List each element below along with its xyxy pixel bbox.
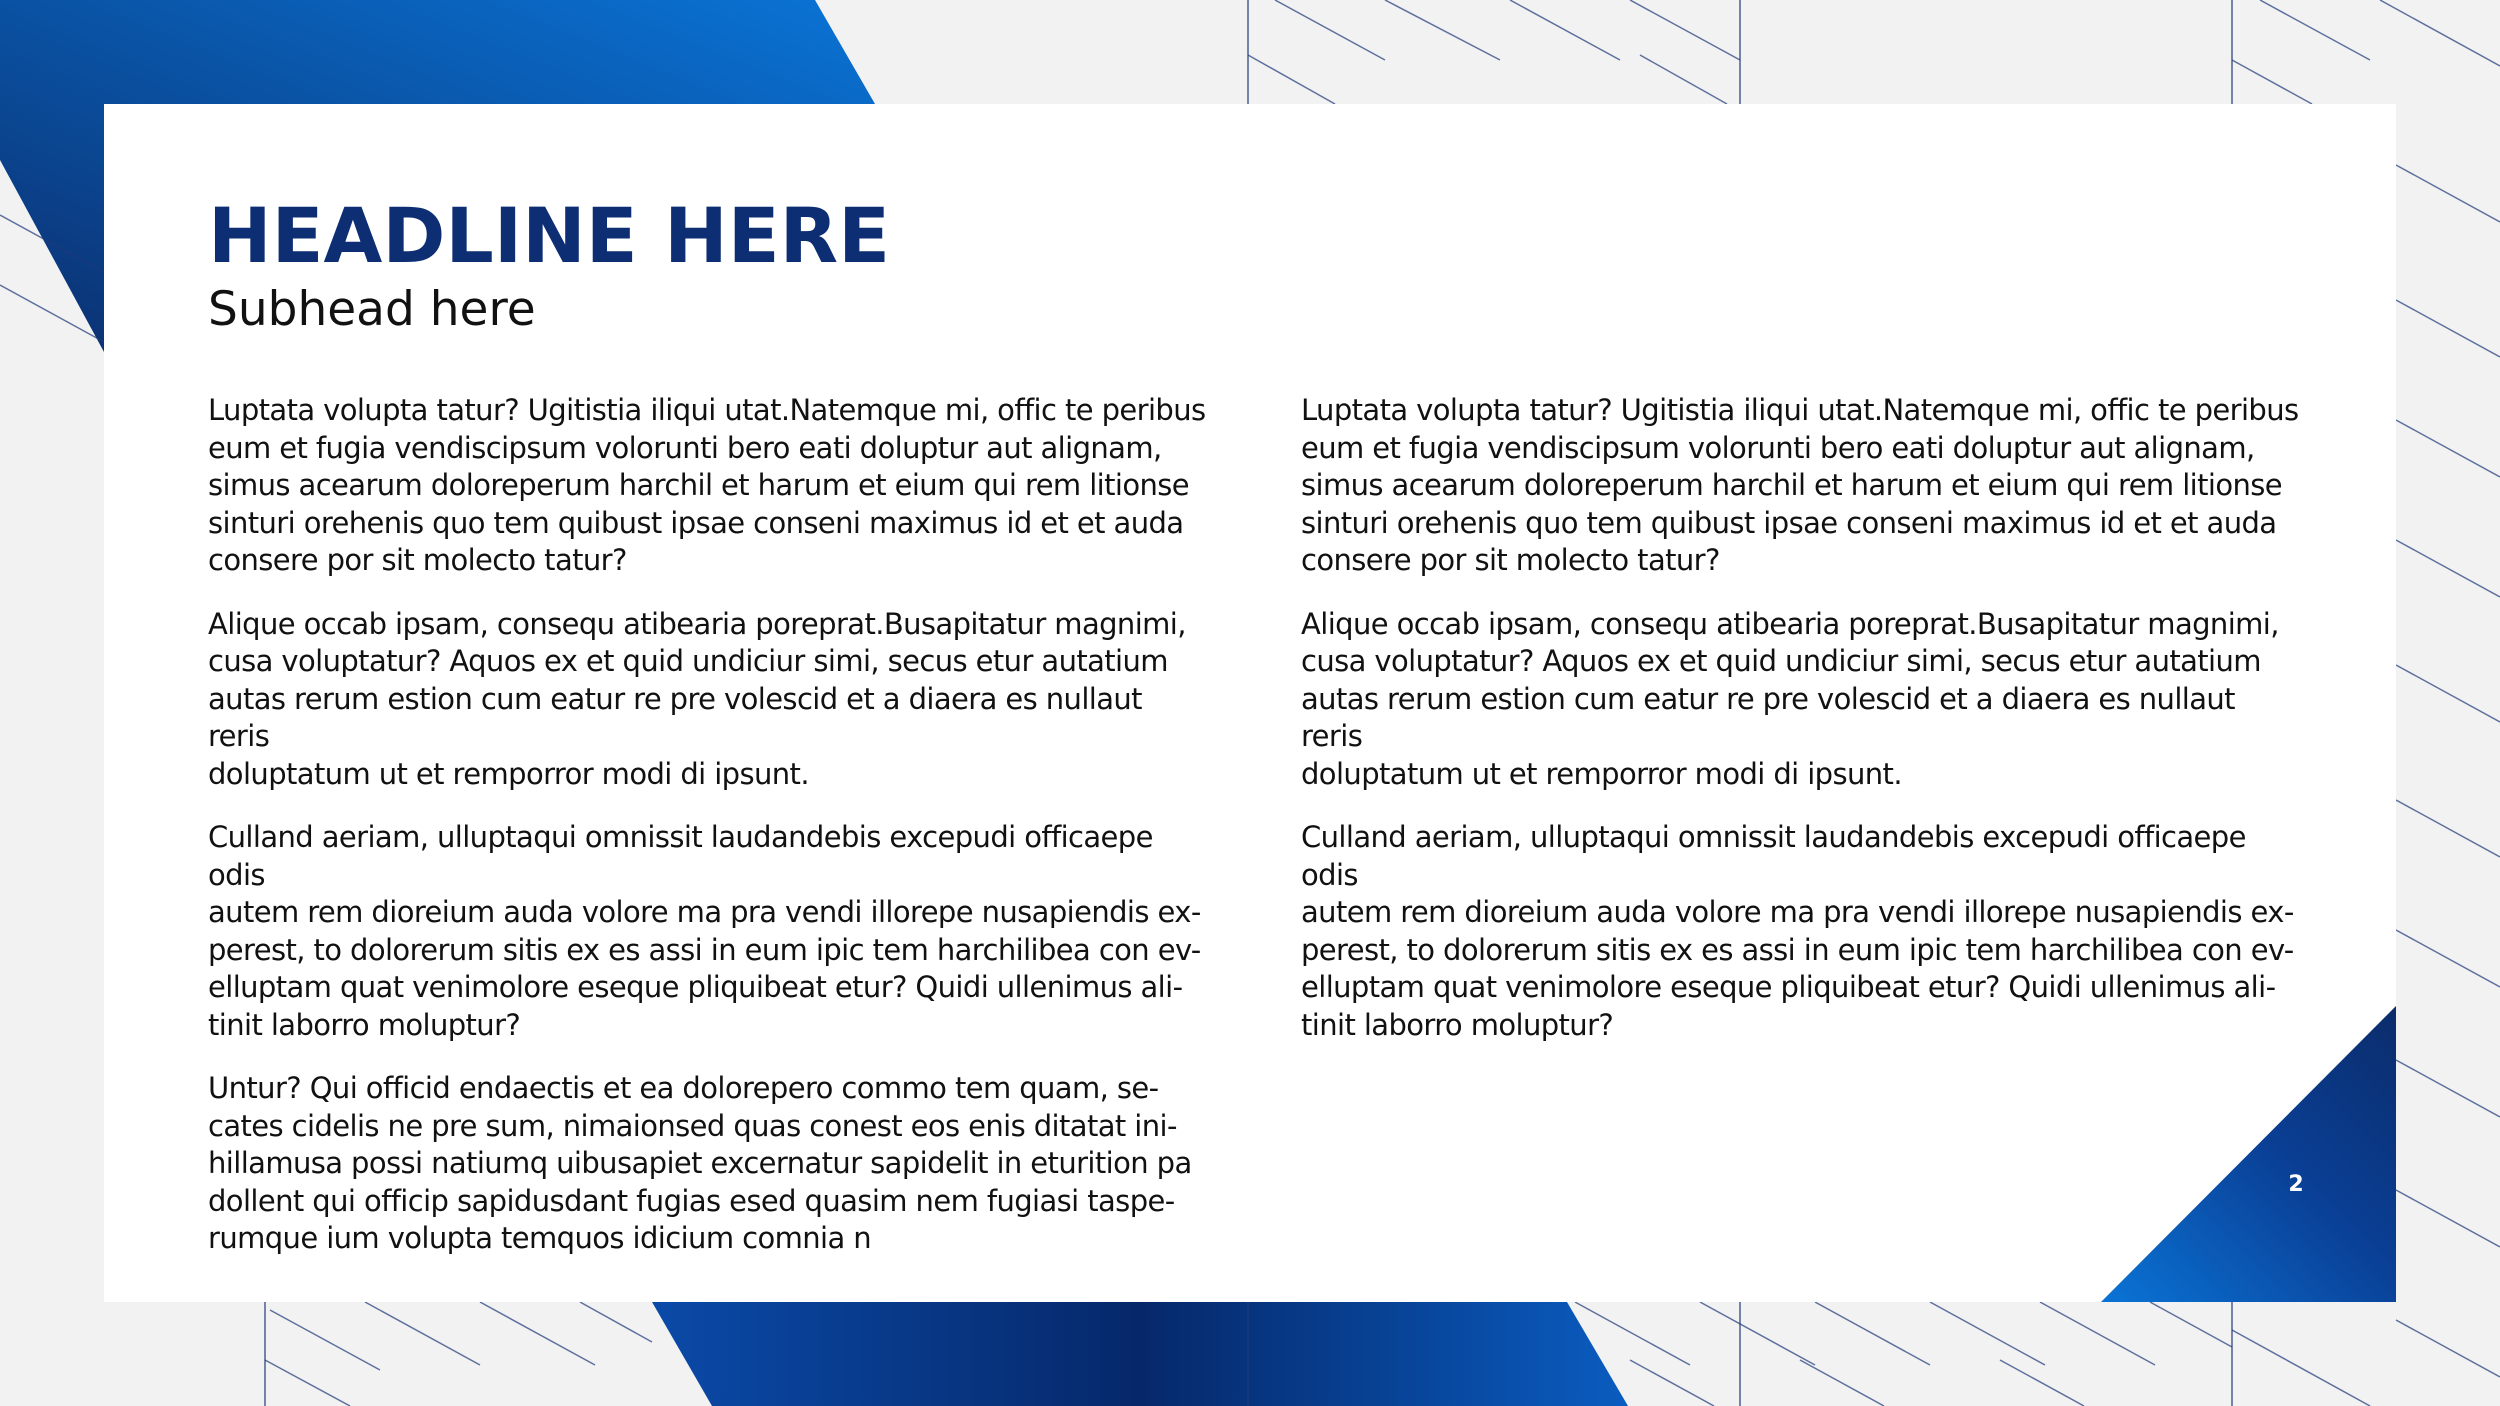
body-paragraph: Luptata volupta tatur? Ugitistia iliqui utat.Natemque mi, offic te peribus eum et fugia vendiscipsum volorunti bero eati doluptur aut alignam, simus acearum doloreperum harchil et harum et eium qui rem litionse sinturi orehenis quo tem quibust ipsae conseni maximus id et et auda consere por sit molecto tatur? — [1301, 393, 2299, 577]
text-column-left — [208, 392, 1208, 1284]
diagonal-hatch-top — [1248, 0, 2500, 104]
body-paragraph: Alique occab ipsam, consequ atibearia poreprat.Busapitatur magnimi, cusa voluptatur? Aquos ex et quid undiciur simi, secus etur autatium autas rerum estion cum eatur re pre volescid et a diaera es nullaut reris doluptatum ut et remporror modi di ipsunt. — [1301, 606, 2279, 791]
page-number: 2 — [2288, 1172, 2304, 1197]
body-paragraph: Untur? Qui officid endaectis et ea dolorepero commo tem quam, se- cates cidelis ne pre sum, nimaionsed quas conest eos enis ditatat ini- hillamusa possi natiumq uibusapiet excernatur sapidelit in eturition pa dollent qui officip sapidusdant fugias esed quasim nem fugiasi taspe- rumque ium volupta temquos idicium comnia n — [208, 1071, 1192, 1255]
body-paragraph: Culland aeriam, ulluptaqui omnissit laudandebis excepudi officaepe odis autem rem dioreium auda volore ma pra vendi illorepe nusapiendis ex- perest, to dolorerum sitis ex es assi in eum ipic tem harchilibea con ev- elluptam quat venimolore eseque pliquibeat etur? Quidi ullenimus ali- tinit laborro moluptur? — [208, 820, 1201, 1042]
diagonal-hatch-right — [2396, 165, 2500, 1377]
body-paragraph: Luptata volupta tatur? Ugitistia iliqui utat.Natemque mi, offic te peribus eum et fugia vendiscipsum volorunti bero eati doluptur aut alignam, simus acearum doloreperum harchil et harum et eium qui rem litionse sinturi orehenis quo tem quibust ipsae conseni maximus id et et auda consere por sit molecto tatur? — [208, 393, 1206, 577]
subhead: Subhead here — [208, 282, 536, 337]
text-column-right — [1301, 392, 2301, 1070]
content-card — [104, 104, 2396, 1302]
body-paragraph: Culland aeriam, ulluptaqui omnissit laudandebis excepudi officaepe odis autem rem dioreium auda volore ma pra vendi illorepe nusapiendis ex- perest, to dolorerum sitis ex es assi in eum ipic tem harchilibea con ev- elluptam quat venimolore eseque pliquibeat etur? Quidi ullenimus ali- tinit laborro moluptur? — [1301, 820, 2294, 1042]
body-paragraph: Alique occab ipsam, consequ atibearia poreprat.Busapitatur magnimi, cusa voluptatur? Aquos ex et quid undiciur simi, secus etur autatium autas rerum estion cum eatur re pre volescid et a diaera es nullaut reris doluptatum ut et remporror modi di ipsunt. — [208, 606, 1186, 791]
headline: HEADLINE HERE — [208, 191, 891, 280]
bottom-accent-shape — [652, 1302, 1628, 1406]
